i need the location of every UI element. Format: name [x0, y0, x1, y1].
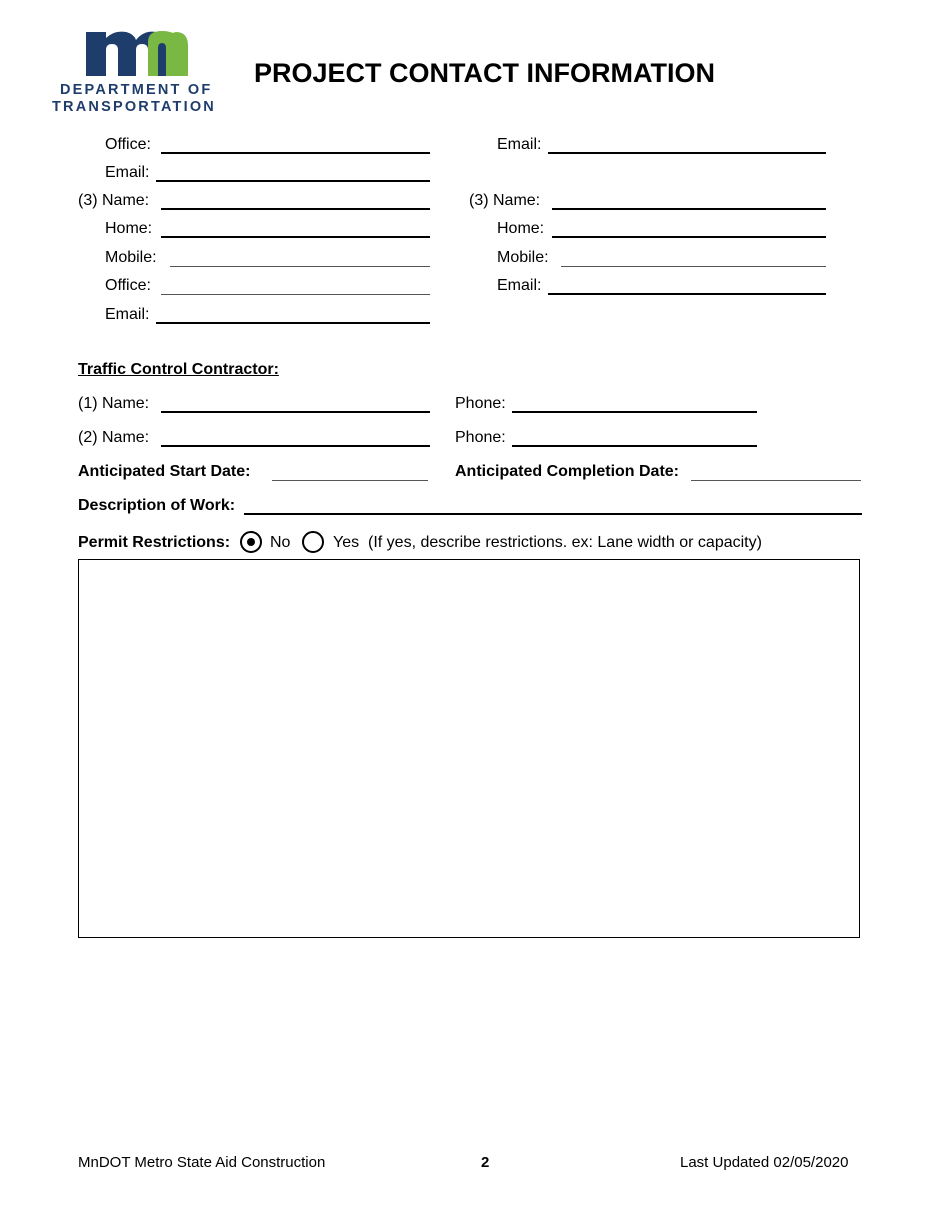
description-input[interactable] [244, 494, 863, 514]
permit-no-label: No [270, 534, 291, 551]
description-underline [244, 513, 862, 515]
completion-date-underline [691, 480, 861, 481]
office-2-underline [161, 294, 430, 295]
email-2-label: Email: [105, 306, 150, 323]
description-label: Description of Work: [78, 497, 236, 514]
right-mobile-input[interactable] [561, 246, 828, 266]
office-underline [161, 152, 430, 154]
name-3-underline [161, 208, 430, 210]
home-underline [161, 236, 430, 238]
restrictions-textarea[interactable] [79, 560, 859, 937]
traffic-control-heading: Traffic Control Contractor: [78, 361, 279, 378]
right-home-label: Home: [497, 220, 545, 237]
email-underline [156, 180, 430, 182]
office-2-input[interactable] [161, 274, 433, 294]
traffic-phone-2-input[interactable] [512, 426, 759, 446]
radio-selected-dot-icon [247, 538, 255, 546]
right-mobile-underline [561, 266, 826, 267]
email-input[interactable] [156, 161, 432, 181]
office-input[interactable] [161, 133, 433, 153]
traffic-name-1-underline [161, 411, 430, 413]
footer-last-updated: Last Updated 02/05/2020 [680, 1154, 849, 1171]
home-input[interactable] [161, 217, 433, 237]
permit-no-radio[interactable] [240, 531, 262, 553]
office-2-label: Office: [105, 277, 151, 294]
office-label: Office: [105, 136, 151, 153]
traffic-phone-1-label: Phone: [455, 395, 506, 412]
right-email-underline [548, 152, 826, 154]
right-mobile-label: Mobile: [497, 249, 549, 266]
mndot-logo [52, 28, 227, 118]
mobile-label: Mobile: [105, 249, 157, 266]
page-title: PROJECT CONTACT INFORMATION [254, 58, 715, 88]
permit-yes-radio[interactable] [302, 531, 324, 553]
start-date-underline [272, 480, 428, 481]
traffic-phone-1-underline [512, 411, 757, 413]
right-name-3-label: (3) Name: [469, 192, 541, 209]
email-label: Email: [105, 164, 150, 181]
right-email-2-input[interactable] [548, 274, 828, 294]
right-name-3-underline [552, 208, 826, 210]
traffic-phone-2-underline [512, 445, 757, 447]
footer-org: MnDOT Metro State Aid Construction [78, 1154, 326, 1171]
name-3-label: (3) Name: [78, 192, 150, 209]
permit-note: (If yes, describe restrictions. ex: Lane width or capacity) [368, 534, 762, 551]
right-email-2-label: Email: [497, 277, 542, 294]
right-home-underline [552, 236, 826, 238]
footer-page-number: 2 [481, 1154, 490, 1171]
start-date-input[interactable] [272, 460, 431, 480]
mobile-input[interactable] [170, 246, 432, 266]
completion-date-input[interactable] [691, 460, 863, 480]
mobile-underline [170, 266, 430, 267]
traffic-name-1-label: (1) Name: [78, 395, 150, 412]
mn-logo-icon [84, 28, 190, 76]
email-2-underline [156, 322, 430, 324]
permit-restrictions-label: Permit Restrictions: [78, 534, 231, 551]
traffic-phone-1-input[interactable] [512, 392, 759, 412]
traffic-name-1-input[interactable] [161, 392, 433, 412]
right-email-2-underline [548, 293, 826, 295]
logo-text-transportation: TRANSPORTATION [52, 99, 216, 115]
right-email-input[interactable] [548, 133, 828, 153]
email-2-input[interactable] [156, 303, 432, 323]
right-home-input[interactable] [552, 217, 828, 237]
name-3-input[interactable] [161, 189, 433, 209]
restrictions-textbox[interactable] [78, 559, 860, 938]
right-name-3-input[interactable] [552, 189, 828, 209]
traffic-phone-2-label: Phone: [455, 429, 506, 446]
start-date-label: Anticipated Start Date: [78, 463, 251, 480]
traffic-name-2-underline [161, 445, 430, 447]
permit-yes-label: Yes [333, 534, 360, 551]
traffic-name-2-input[interactable] [161, 426, 433, 446]
traffic-name-2-label: (2) Name: [78, 429, 150, 446]
home-label: Home: [105, 220, 153, 237]
logo-text-department: DEPARTMENT OF [60, 82, 213, 98]
completion-date-label: Anticipated Completion Date: [455, 463, 680, 480]
right-email-label: Email: [497, 136, 542, 153]
